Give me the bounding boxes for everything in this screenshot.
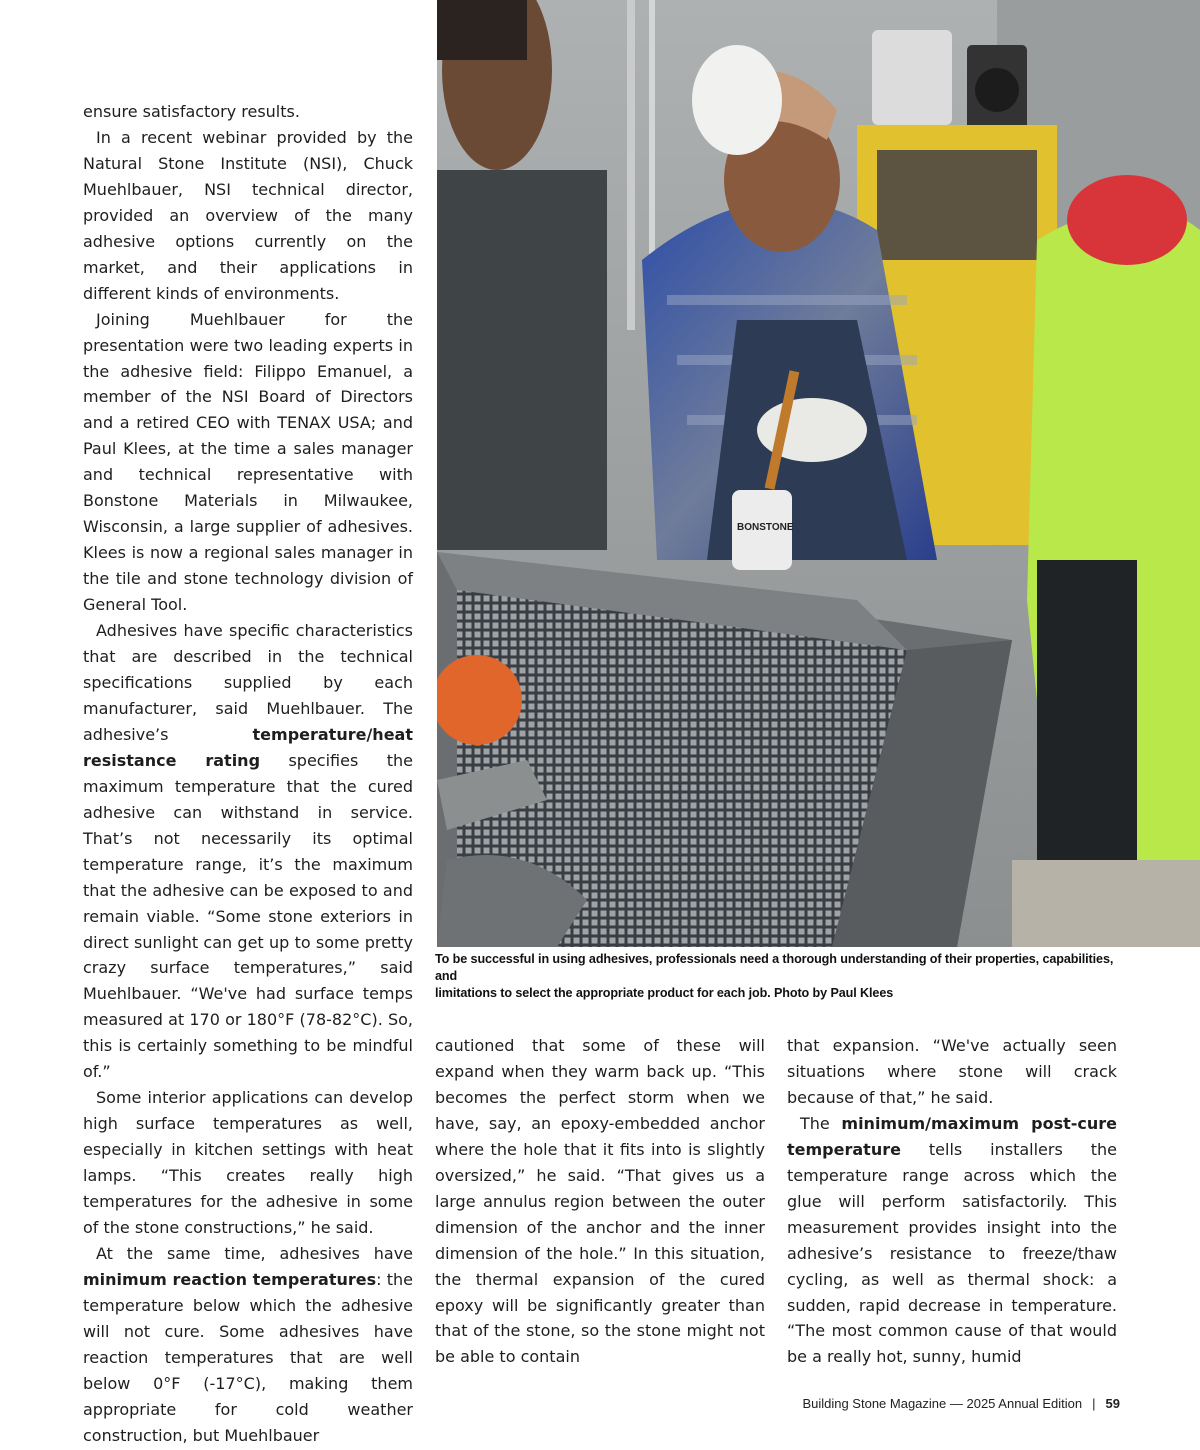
cup-label: BONSTONE (737, 522, 794, 533)
publication-name: Building Stone Magazine — 2025 Annual Edition (802, 1396, 1083, 1411)
paragraph (83, 618, 413, 1085)
paragraph-text: At the same time, adhesives have (96, 1243, 413, 1263)
article-column-3 (787, 1033, 1117, 1370)
term-heat-resistance-rating: temperature/heat resistance rating (83, 724, 413, 770)
paragraph: cautioned that some of these will expand when they warm back up. “This becomes the perfect storm when we have, say, an epoxy-embedded anchor where the hole that it fits into is slightly oversized,” he said. “That gives us a large annulus region between the outer dimension of the anchor and the inner dimension of the hole.” In this situation, the thermal expansion of the cured epoxy will be significantly greater than that of the stone, so the stone might not be able to contain (435, 1036, 765, 1367)
paragraph-text: Adhesives have specific characteristics that are described in the technical specifications supplied by each manufacturer, said Muehlbauer. The adhesive’s (83, 621, 413, 744)
paragraph-text: : the temperature below which the adhesive will not cure. Some adhesives have reaction temperatures that are well below 0°F (-17°C), making them appropriate for cold weather construction, but Muehlbauer (83, 1269, 414, 1445)
paragraph: that expansion. “We've actually seen situations where stone will crack because of that,” he said. (787, 1036, 1117, 1107)
paragraph-text: tells installers the temperature range across which the glue will perform satisfactorily. This measurement provides insight into the adhesive’s resistance to freeze/thaw cycling, as well as thermal shock: a sudden, rapid decrease in temperature. “The most common cause of that would be a really hot, sunny, humid (787, 1139, 1117, 1367)
caption-line: To be successful in using adhesives, professionals need a thorough understanding of their properties, capabilities, and (435, 952, 1114, 983)
paragraph: Some interior applications can develop high surface temperatures as well, especially in kitchen settings with heat lamps. “This creates really high temperatures for the adhesive in some of the stone constructions,” he said. (83, 1088, 413, 1237)
photo-caption (435, 951, 1135, 1002)
page-footer (802, 1396, 1120, 1411)
term-post-cure-temperature: minimum/maximum post-cure temperature (787, 1113, 1117, 1159)
paragraph (787, 1111, 1117, 1371)
page-number: 59 (1105, 1396, 1120, 1411)
photo-illustration (437, 0, 1200, 947)
paragraph-text: The (800, 1113, 842, 1133)
workshop-photo (437, 0, 1200, 947)
paragraph: ensure satisfactory results. (83, 102, 300, 121)
article-column-1 (83, 99, 413, 1449)
term-minimum-reaction-temperatures: minimum reaction temperatures (83, 1269, 377, 1289)
caption-line: limitations to select the appropriate product for each job. Photo by Paul Klees (435, 986, 894, 1000)
paragraph: Joining Muehlbauer for the presentation were two leading experts in the adhesive field: Filippo Emanuel, a member of the NSI Board of Directors and a retired CEO with TENAX USA; and Paul Klees, at the time a sales manager and technical representative with Bonstone Materials in Milwaukee, Wisconsin, a large supplier of adhesives. Klees is now a regional sales manager in the tile and stone technology division of General Tool. (83, 309, 413, 615)
paragraph: In a recent webinar provided by the Natural Stone Institute (NSI), Chuck Muehlbauer, NSI technical director, provided an overview of the many adhesive options currently on the market, and their applications in different kinds of environments. (83, 127, 413, 303)
article-column-2 (435, 1033, 765, 1370)
footer-separator: | (1092, 1396, 1096, 1411)
paragraph (83, 1241, 413, 1449)
paragraph-text: specifies the maximum temperature that the cured adhesive can withstand in service. That’s not necessarily its optimal temperature range, it’s the maximum that the adhesive can be exposed to and remain viable. “Some stone exteriors in direct sunlight can get up to some pretty crazy surface temperatures,” said Muehlbauer. “We've had surface temps measured at 170 or 180°F (78-82°C). So, this is certainly something to be mindful of.” (83, 750, 413, 1082)
